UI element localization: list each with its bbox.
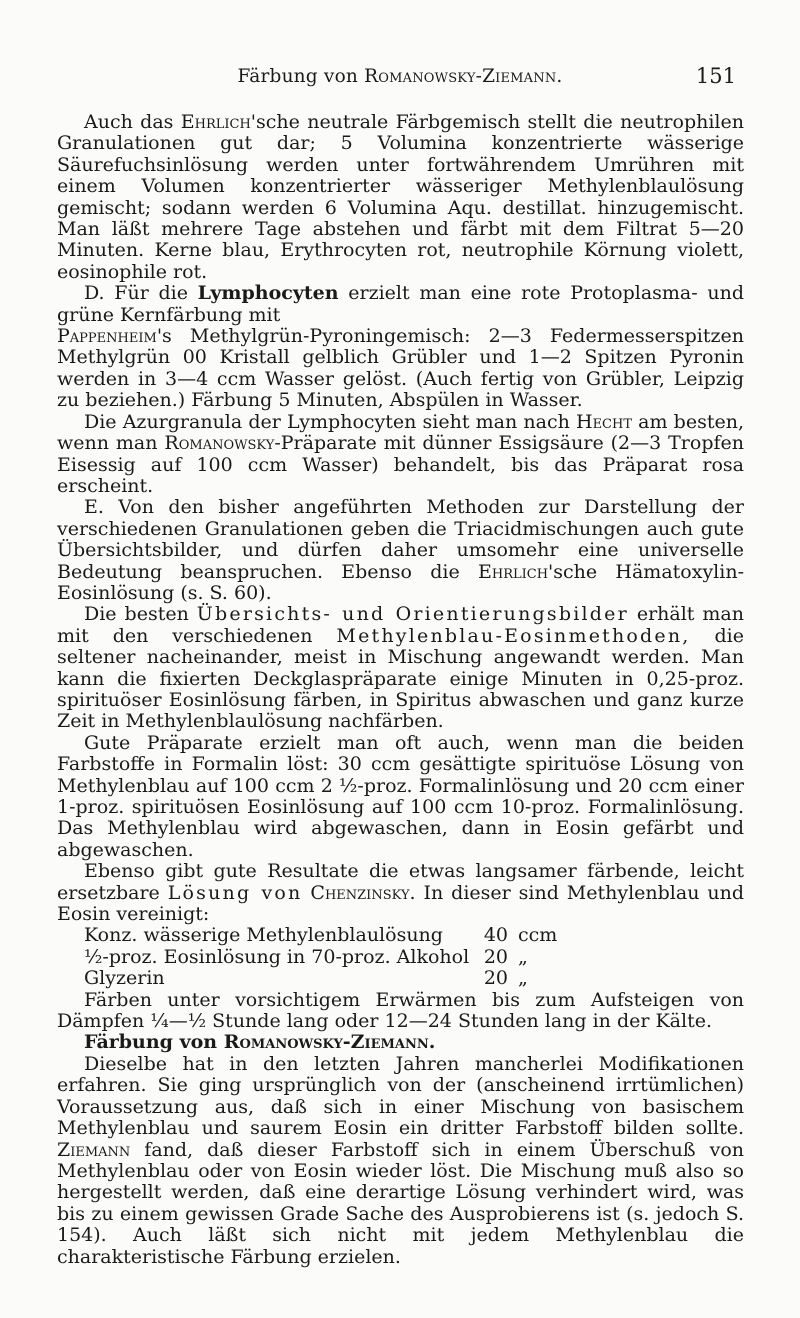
recipe-unit: „ [518, 967, 528, 990]
author-name: Ziemann [57, 1138, 131, 1161]
paragraph-pappenheim [57, 326, 744, 412]
text-run: . In dieser sind Methylenblau und Eosin vereinigt: [57, 881, 744, 926]
heading-text: Färbung von [84, 1031, 224, 1054]
paragraph-ehrlich-neutral-stain [57, 112, 744, 283]
emphasized-term: Lymphocyten [197, 282, 339, 305]
recipe-row [84, 968, 564, 989]
text-run: Färben unter vorsichtigem Erwärmen bis zum Aufsteigen von Dämpfen ¼—½ Stunde lang oder 12—24 Stunden lang in der Kälte. [57, 988, 744, 1033]
recipe-ingredient: ½-proz. Eosinlösung in 70-proz. Alkohol [84, 945, 470, 968]
author-name: Chenzinsky [310, 881, 410, 904]
author-name: Ehrlich [478, 560, 549, 583]
body-text [57, 112, 744, 1268]
text-run: -Präparate mit dünner Essigsäure (2—3 Tropfen Eisessig auf 100 ccm Wasser) behandelt, bis das Präparat rosa erscheint. [57, 432, 744, 497]
spaced-term: Methylenblau-Eosinmethoden, [336, 624, 691, 647]
recipe-ingredient: Glyzerin [84, 967, 165, 990]
recipe-ingredient: Konz. wässerige Methylenblaulösung [84, 924, 443, 947]
paragraph-staining-heat [57, 990, 744, 1033]
paragraph-azurgranula [57, 412, 744, 498]
running-head-names: Romanowsky-Ziemann. [364, 66, 563, 87]
text-run: fand, daß dieser Farbstoff sich in einem Überschuß von Methylenblau oder von Eosin wieder löst. Die Mischung muß also so hergestellt werden, daß eine derartige Lösung verhindert wird, was bis zu einem gewissen Grade Sache des Ausprobierens ist (s. jedoch S. 154). Auch läßt sich nicht mit jedem Methylenblau die charakteristische Färbung erzielen. [57, 1138, 744, 1268]
author-name: Romanowsky [164, 432, 275, 455]
paragraph-section-e [57, 497, 744, 604]
author-name: Hecht [576, 410, 633, 433]
text-run: die seltener nacheinander, meist in Mischung angewandt werden. Man kann die fixierten Deckglaspräparate einige Minuten in 0,25-proz. spirituöser Eosinlösung färben, in Spiritus abwaschen und ganz kurze Zeit in Methylenblaulösung nachfärben. [57, 624, 744, 733]
recipe-unit: ccm [518, 924, 558, 947]
recipe-quantity: 20 [483, 945, 508, 968]
text-run: Die besten [84, 603, 197, 626]
running-head [60, 66, 740, 87]
recipe-list [57, 925, 744, 989]
recipe-row [84, 947, 564, 968]
text-run: 'sche Hämatoxylin-Eosinlösung (s. S. 60). [57, 560, 744, 604]
text-run: E. Von den bisher angeführten Methoden zur Darstellung der verschiedenen Granulationen geben die Triacidmischungen auch gute Übersichtsbilder, und dürfen daher umsomehr eine universelle Bedeutung beanspruchen. Ebenso die [57, 496, 744, 583]
recipe-quantity: 40 [483, 924, 508, 947]
running-head-prefix: Färbung von [237, 66, 365, 87]
text-run: D. Für die [84, 282, 198, 305]
paragraph-romanowsky-ziemann [57, 1054, 744, 1268]
paragraph-lymphocytes [57, 283, 744, 326]
text-run: Auch das [84, 111, 181, 133]
text-run: 's Methylgrün-Pyroningemisch: 2—3 Federmesserspitzen Methylgrün 00 Kristall gelblich Grübler und 1—2 Spitzen Pyronin werden in 3—4 ccm Wasser gelöst. (Auch fertig von Grübler, Leipzig zu beziehen.) Färbung 5 Minuten, Abspülen in Wasser. [57, 325, 744, 412]
text-run: 'sche neutrale Färbgemisch stellt die neutrophilen Granulationen gut dar; 5 Volumina konzentrierte wässerige Säurefuchsinlösung werden unter fortwährendem Umrühren mit einem Volumen konzentrierter wässeriger Methylenblaulösung gemischt; sodann werden 6 Volumina Aqu. destillat. hinzugemischt. Man läßt mehrere Tage abstehen und färbt mit dem Filtrat 5—20 Minuten. Kerne blau, Erythrocyten rot, neutrophile Körnung violett, eosinophile rot. [57, 111, 744, 283]
text-run: am besten, wenn man [57, 410, 744, 455]
paragraph-overview-images [57, 604, 744, 732]
text-run: erzielt man eine rote Protoplasma- und grüne Kernfärbung mit [57, 282, 744, 326]
recipe-unit: „ [518, 945, 528, 968]
section-heading [57, 1032, 744, 1053]
paragraph-chenzinsky [57, 861, 744, 925]
author-name: Ehrlich [180, 111, 251, 133]
text-run: erhält man mit den verschiedenen [57, 603, 744, 647]
text-run: Ebenso gibt gute Resultate die etwas langsamer färbende, leicht ersetzbare [57, 860, 744, 904]
author-name: Pappenheim [57, 325, 157, 348]
text-run: Dieselbe hat in den letzten Jahren mancherlei Modifikationen erfahren. Sie ging ursprünglich von der (anscheinend irrtümlichen) Voraussetzung aus, daß sich in einer Mischung von basischem Methylenblau und saurem Eosin ein dritter Farbstoff bilden sollte. [57, 1052, 744, 1140]
spaced-term: Übersichts- und Orientierungsbilder [196, 603, 629, 626]
page-number: 151 [695, 64, 736, 88]
heading-names: Romanowsky-Ziemann. [223, 1031, 436, 1054]
spaced-term: Lösung von [167, 881, 303, 904]
text-run: Gute Präparate erzielt man oft auch, wenn man die beiden Farbstoffe in Formalin löst: 30 ccm gesättigte spirituöse Lösung von Methylenblau auf 100 ccm 2 ½-proz. Formalinlösung und 20 ccm einer 1-proz. spirituösen Eosinlösung auf 100 ccm 10-proz. Formalinlösung. Das Methylenblau wird abgewaschen, dann in Eosin gefärbt und abgewaschen. [57, 731, 744, 861]
page-header [60, 66, 740, 94]
recipe-row [84, 925, 564, 946]
text-run: Die Azurgranula der Lymphocyten sieht man nach [84, 410, 576, 433]
recipe-quantity: 20 [483, 967, 508, 990]
paragraph-formalin [57, 733, 744, 861]
